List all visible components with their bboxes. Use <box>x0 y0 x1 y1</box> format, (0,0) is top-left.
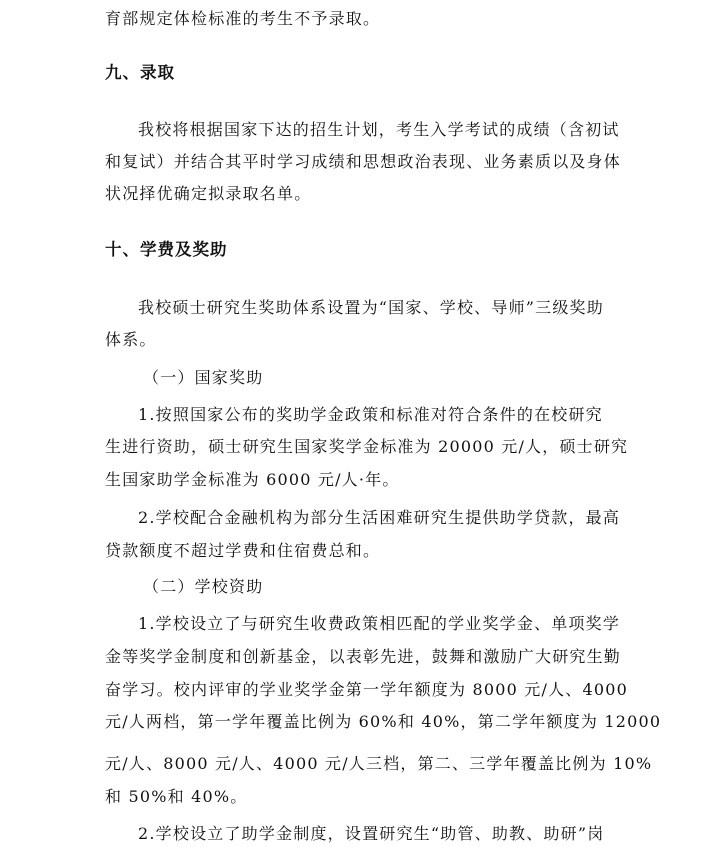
admission-paragraph-line-2: 和复试）并结合其平时学习成绩和思想政治表现、业务素质以及身体 <box>105 152 622 171</box>
school-item1-line-4: 元/人两档，第一学年覆盖比例为 60%和 40%，第二学年额度为 12000 <box>105 712 662 731</box>
school-item1-line-3: 奋学习。校内评审的学业奖学金第一学年额度为 8000 元/人、4000 <box>105 680 629 699</box>
national-item1-line-1: 1.按照国家公布的奖助学金政策和标准对符合条件的在校研究 <box>138 405 603 424</box>
national-item1-line-2: 生进行资助，硕士研究生国家奖学金标准为 20000 元/人，硕士研究 <box>105 437 629 456</box>
admission-paragraph-line-3: 状况择优确定拟录取名单。 <box>105 184 312 203</box>
admission-paragraph-line-1: 我校将根据国家下达的招生计划，考生入学考试的成绩（含初试 <box>138 120 620 139</box>
school-item1-line-2: 金等奖学金制度和创新基金，以表彰先进，鼓舞和激励广大研究生勤 <box>105 647 622 666</box>
section-heading-fees-awards: 十、学费及奖助 <box>105 240 228 259</box>
continuation-text: 育部规定体检标准的考生不予录取。 <box>105 9 381 28</box>
school-item1-line-1: 1.学校设立了与研究生收费政策相匹配的学业奖学金、单项奖学 <box>138 614 621 633</box>
school-item1-line-6: 和 50%和 40%。 <box>105 787 248 806</box>
subsection-title-school: （二）学校资助 <box>143 577 264 596</box>
awards-intro-line-1: 我校硕士研究生奖助体系设置为“国家、学校、导师”三级奖助 <box>138 298 604 317</box>
awards-intro-line-2: 体系。 <box>105 330 157 349</box>
subsection-title-national: （一）国家奖助 <box>143 368 264 387</box>
school-item2-line-1: 2.学校设立了助学金制度，设置研究生“助管、助教、助研”岗 <box>138 824 605 843</box>
national-item2-line-1: 2.学校配合金融机构为部分生活困难研究生提供助学贷款，最高 <box>138 508 621 527</box>
school-item1-line-5: 元/人、8000 元/人、4000 元/人三档，第二、三学年覆盖比例为 10% <box>105 754 653 773</box>
national-item1-line-3: 生国家助学金标准为 6000 元/人·年。 <box>105 470 400 489</box>
section-heading-admission: 九、录取 <box>105 63 175 82</box>
national-item2-line-2: 贷款额度不超过学费和住宿费总和。 <box>105 541 381 560</box>
